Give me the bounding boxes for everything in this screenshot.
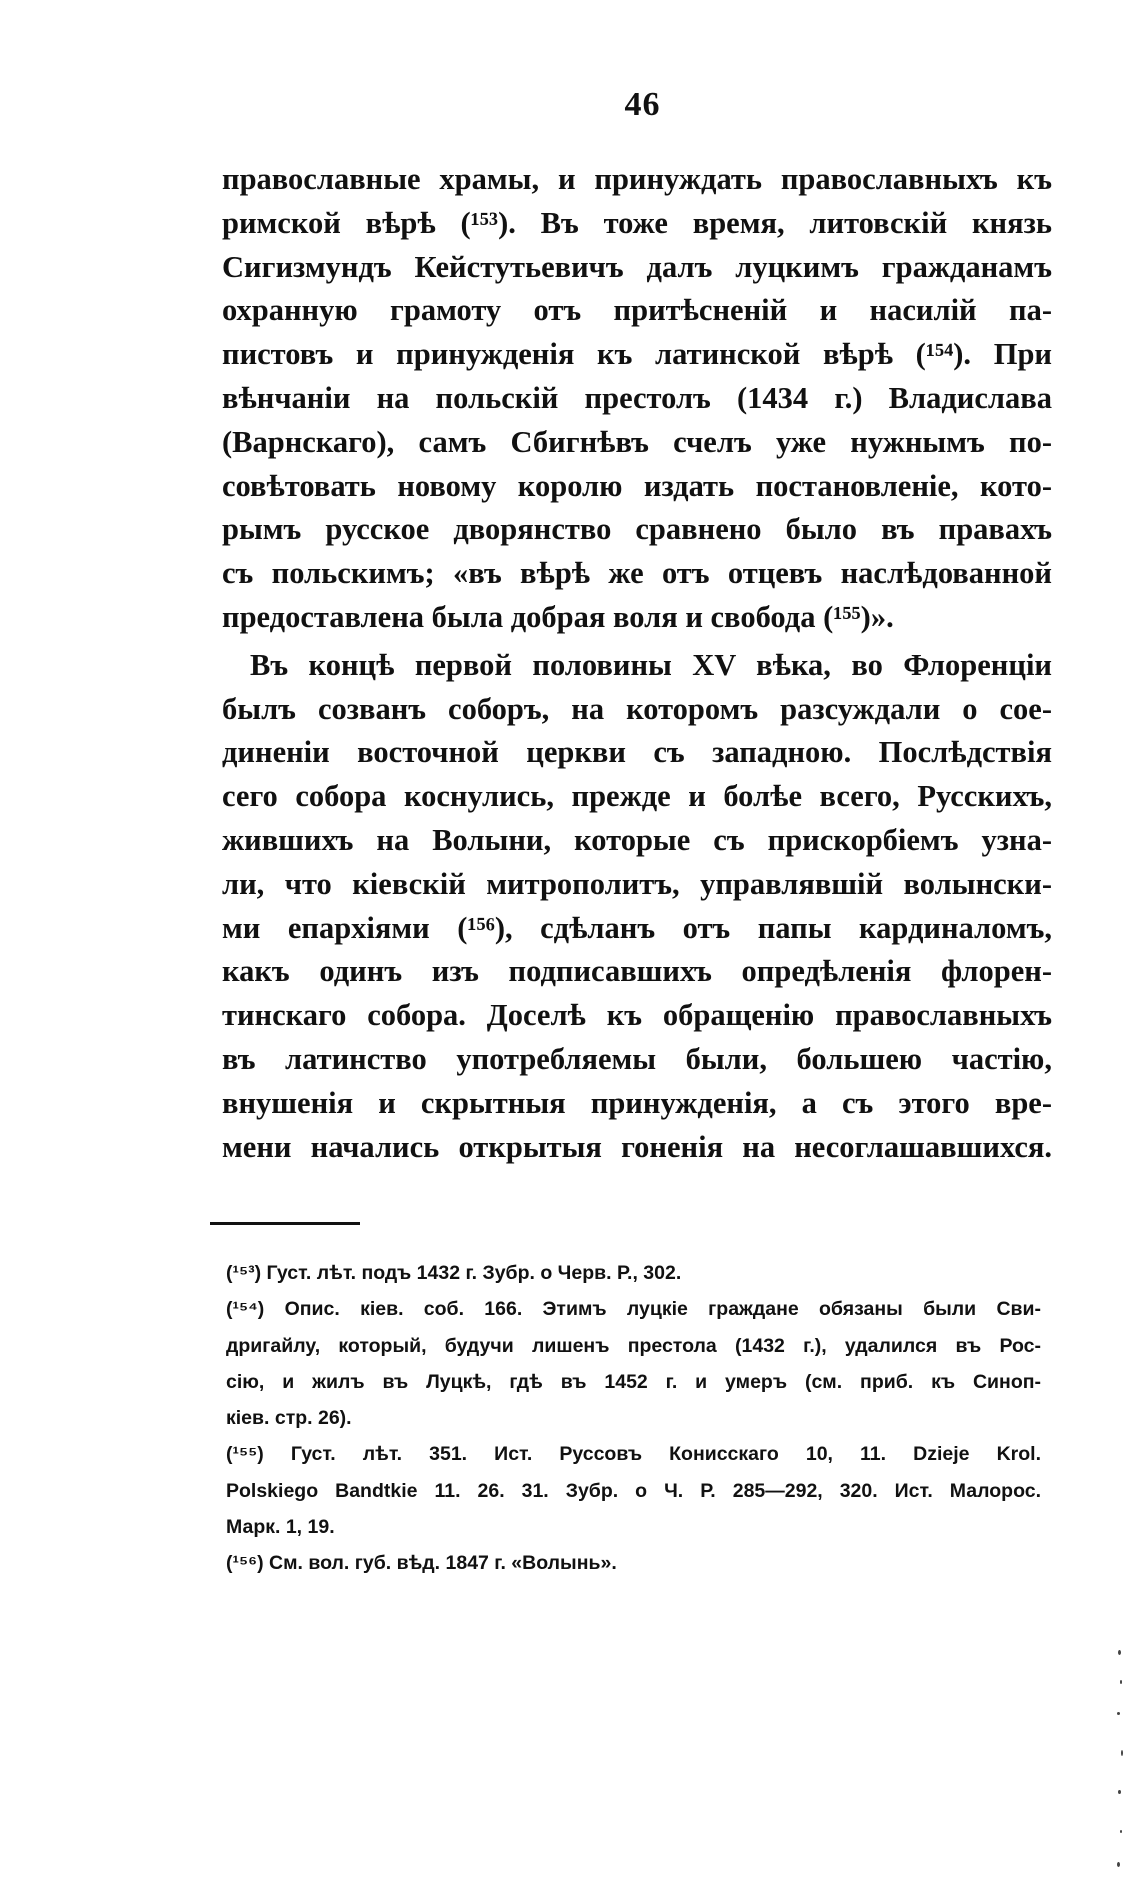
footnote-separator [210,1222,360,1225]
body-line: ли, что кіевскій митрополитъ, управлявшій волынски- [222,866,1052,901]
body-line: предоставлена была добрая воля и свобода (¹⁵⁵)». [222,599,894,634]
body-line: жившихъ на Волыни, которые съ прискорбіемъ узна- [222,822,1052,857]
body-line: сего собора коснулись, прежде и болѣе всего, Русскихъ, [222,779,1052,814]
body-line: съ польскимъ; «въ вѣрѣ же отъ отцевъ наслѣдованной [222,556,1052,591]
body-line: былъ созванъ соборъ, на которомъ разсуждали о сое- [222,691,1052,726]
footnote-line: кіев. стр. 26). [226,1407,352,1430]
footnotes [226,1255,1041,1582]
footnote-line: Марк. 1, 19. [226,1516,335,1539]
footnote-line: (¹⁵⁴) Опис. кіев. соб. 166. Этимъ луцкіе граждане обязаны были Сви- [226,1298,1041,1321]
body-line: православные храмы, и принуждать православныхъ къ [222,162,1052,196]
body-line: рымъ русское дворянство сравнено было въ правахъ [222,512,1052,547]
page-number: 46 [624,86,661,123]
body-line: (Варнскаго), самъ Сбигнѣвъ счелъ уже нужнымъ по- [222,424,1052,459]
footnote-line: (¹⁵³) Густ. лѣт. подъ 1432 г. Зубр. о Черв. Р., 302. [226,1262,682,1284]
main-text [222,158,1052,1169]
body-line: Сигизмундъ Кейстутьевичъ далъ луцкимъ гражданамъ [222,249,1052,284]
body-line: охранную грамоту отъ притѣсненій и насилій па- [222,293,1052,328]
footnote-line: дригайлу, который, будучи лишенъ престола (1432 г.), удалился въ Рос- [226,1334,1041,1357]
body-line: диненіи восточной церкви съ западною. Послѣдствія [222,735,1052,770]
body-line: Въ концѣ первой половины XV вѣка, во Флоренціи [250,647,1052,682]
body-line: какъ одинъ изъ подписавшихъ опредѣленія флорен- [222,954,1052,989]
footnote-line: (¹⁵⁶) См. вол. губ. вѣд. 1847 г. «Волынь». [226,1552,617,1575]
margin-specks [1106,1640,1136,1880]
body-line: тинскаго собора. Доселѣ къ обращенію православныхъ [222,998,1052,1033]
body-line: ми епархіями (¹⁵⁶), сдѣланъ отъ папы кардиналомъ, [222,910,1052,945]
body-line: совѣтовать новому королю издать постановленіе, кото- [222,468,1052,503]
body-line: римской вѣрѣ (¹⁵³). Въ тоже время, литовскій князь [222,205,1052,240]
body-line: вѣнчаніи на польскій престолъ (1434 г.) Владислава [222,380,1052,415]
footnote-line: Polskiego Bandtkie 11. 26. 31. Зубр. о Ч. Р. 285—292, 320. Ист. Малорос. [226,1479,1041,1502]
body-line: пистовъ и принужденія къ латинской вѣрѣ (¹⁵⁴). При [222,337,1052,372]
body-line: внушенія и скрытныя принужденія, а съ этого вре- [222,1085,1052,1120]
body-line: мени начались открытыя гоненія на несоглашавшихся. [222,1129,1052,1164]
footnote-line: (¹⁵⁵) Густ. лѣт. 351. Ист. Руссовъ Конисскаго 10, 11. Dzieje Krol. [226,1443,1041,1466]
body-line: въ латинство употребляемы были, большею частію, [222,1041,1052,1076]
footnote-line: сію, и жилъ въ Луцкѣ, гдѣ въ 1452 г. и умеръ (см. приб. къ Синоп- [226,1370,1041,1393]
